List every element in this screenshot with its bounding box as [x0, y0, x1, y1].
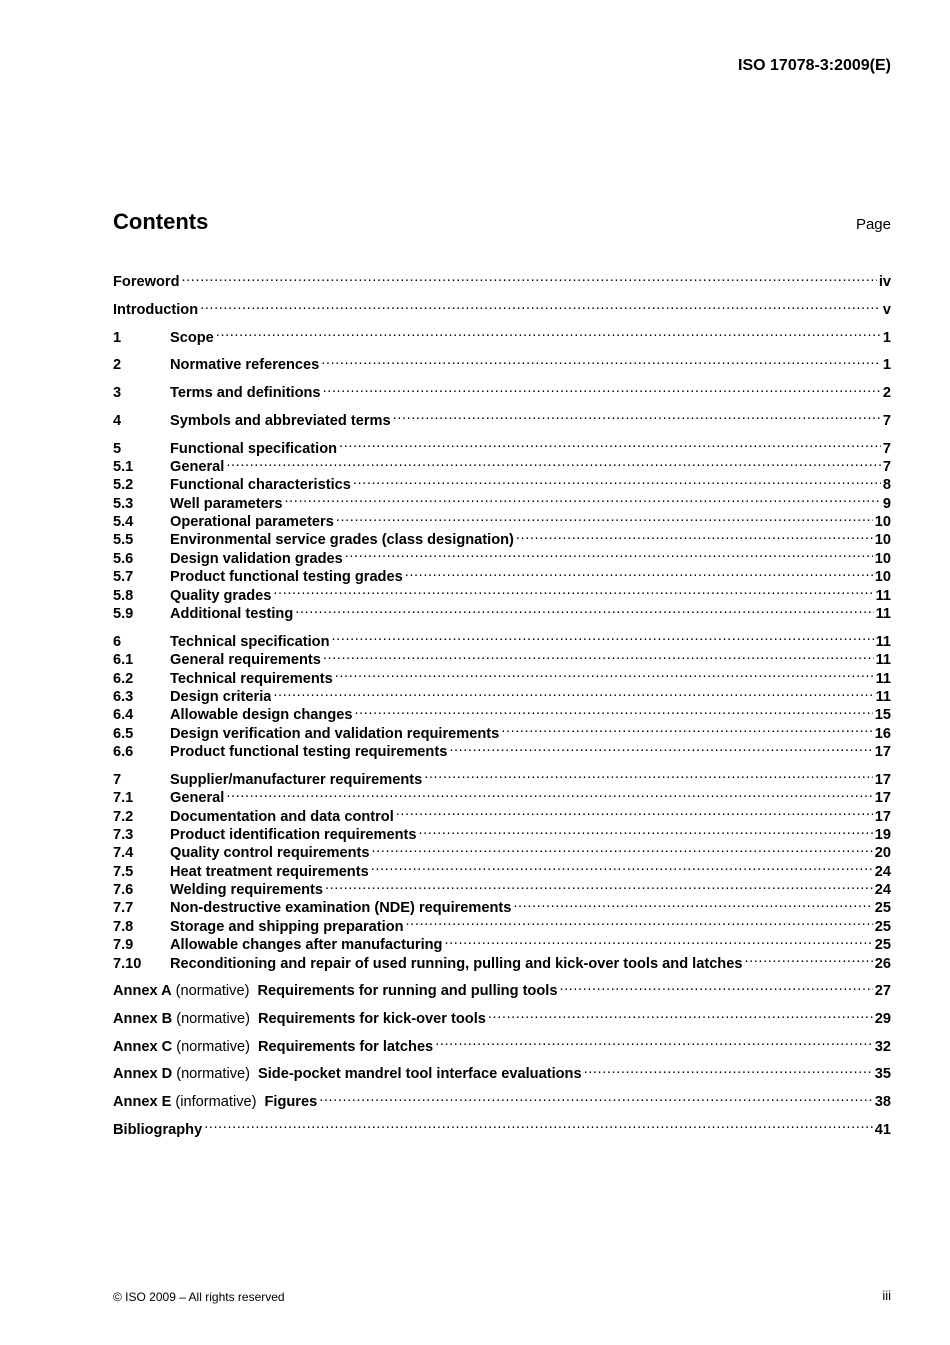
page-column-label: Page: [855, 216, 891, 233]
toc-entry-title: Quality grades: [170, 587, 272, 604]
toc-entry[interactable]: [113, 765, 891, 788]
dot-leader: [444, 931, 872, 949]
document-id: ISO 17078-3:2009(E): [738, 57, 891, 74]
dot-leader: [406, 912, 873, 930]
toc-entry-title: Foreword: [113, 274, 180, 291]
toc-entry[interactable]: [113, 627, 891, 650]
toc-bibliography-entry[interactable]: [113, 1115, 891, 1138]
toc-entry-title: Scope: [170, 329, 214, 346]
dot-leader: [321, 351, 881, 369]
toc-entry-title: General: [170, 458, 225, 475]
toc-entry-page: 25: [874, 900, 891, 917]
dot-leader: [393, 406, 881, 424]
toc-annex-entry[interactable]: [113, 1088, 891, 1111]
dot-leader: [371, 857, 873, 875]
toc-entry-title: Documentation and data control: [170, 808, 394, 825]
toc-entry-title: Product functional testing grades: [170, 569, 403, 586]
toc-entry-title: Design validation grades: [170, 550, 343, 567]
toc-entry-title: Functional characteristics: [170, 477, 351, 494]
toc-entry-number: 7: [113, 771, 122, 788]
dot-leader: [516, 526, 873, 544]
toc-entry-number: 5.4: [113, 514, 134, 531]
dot-leader: [405, 563, 873, 581]
toc-entry-page: 17: [874, 771, 891, 788]
toc-entry-page: iv: [878, 274, 891, 291]
annex-type: (normative): [175, 983, 250, 1000]
toc-entry-number: 7.6: [113, 882, 134, 899]
dot-leader: [744, 949, 872, 967]
annex-page: 38: [874, 1094, 891, 1111]
dot-leader: [372, 839, 873, 857]
dot-leader: [424, 765, 873, 783]
toc-entry[interactable]: [113, 379, 891, 402]
annex-title: Requirements for running and pulling tools: [257, 983, 558, 1000]
toc-entry-number: 7.4: [113, 845, 134, 862]
page-number: iii: [882, 1288, 891, 1303]
annex-title: Side-pocket mandrel tool interface evaluations: [258, 1066, 582, 1083]
toc-entry-number: 5.7: [113, 569, 134, 586]
toc-entry-page: 10: [874, 569, 891, 586]
dot-leader: [396, 802, 873, 820]
toc-entry-number: 7.2: [113, 808, 134, 825]
bibliography-title: Bibliography: [113, 1121, 203, 1138]
toc-entry-number: 6.4: [113, 707, 134, 724]
dot-leader: [332, 627, 874, 645]
dot-leader: [273, 581, 873, 599]
toc-entry-title: Heat treatment requirements: [170, 863, 369, 880]
toc-entry-number: 6: [113, 633, 122, 650]
dot-leader: [319, 1088, 873, 1106]
toc-entry-title: Design verification and validation requirements: [170, 725, 500, 742]
toc-entry-page: v: [882, 302, 891, 319]
bibliography-page: 41: [874, 1121, 891, 1138]
dot-leader: [513, 894, 872, 912]
dot-leader: [200, 296, 881, 314]
annex-type: (normative): [176, 1038, 250, 1055]
toc-entry[interactable]: [113, 406, 891, 429]
toc-entry-page: 25: [874, 918, 891, 935]
toc-entry-page: 10: [874, 532, 891, 549]
table-of-contents: [113, 268, 891, 1138]
annex-type: (informative): [175, 1094, 257, 1111]
toc-entry-number: 4: [113, 412, 122, 429]
toc-entry-title: Symbols and abbreviated terms: [170, 412, 391, 429]
toc-entry[interactable]: [113, 434, 891, 457]
toc-entry-title: Welding requirements: [170, 882, 323, 899]
annex-label: Annex C: [113, 1038, 173, 1055]
toc-entry-page: 1: [882, 329, 891, 346]
toc-entry-number: 5: [113, 440, 122, 457]
dot-leader: [204, 1115, 873, 1133]
toc-entry-page: 10: [874, 550, 891, 567]
toc-annex-entry[interactable]: [113, 1005, 891, 1028]
toc-entry-title: Quality control requirements: [170, 845, 370, 862]
toc-entry[interactable]: [113, 323, 891, 346]
toc-entry-number: 1: [113, 329, 122, 346]
toc-entry-page: 10: [874, 514, 891, 531]
toc-entry-title: Allowable changes after manufacturing: [170, 937, 443, 954]
dot-leader: [216, 323, 881, 341]
toc-entry-number: 7.3: [113, 826, 134, 843]
toc-entry-page: 8: [882, 477, 891, 494]
toc-entry-page: 17: [874, 744, 891, 761]
toc-entry-title: Technical requirements: [170, 670, 333, 687]
toc-entry[interactable]: [113, 268, 891, 291]
toc-entry-page: 1: [882, 357, 891, 374]
dot-leader: [345, 544, 873, 562]
annex-page: 32: [874, 1038, 891, 1055]
toc-entry-title: Reconditioning and repair of used running, pulling and kick-over tools and latches: [170, 955, 743, 972]
annex-label: Annex E: [113, 1094, 172, 1111]
toc-entry-title: Environmental service grades (class designation): [170, 532, 514, 549]
toc-entry[interactable]: [113, 351, 891, 374]
toc-entry-page: 15: [874, 707, 891, 724]
dot-leader: [435, 1032, 873, 1050]
toc-entry-page: 17: [874, 790, 891, 807]
dot-leader: [339, 434, 881, 452]
annex-title: Requirements for latches: [258, 1038, 434, 1055]
toc-entry-number: 7.8: [113, 918, 134, 935]
dot-leader: [488, 1005, 873, 1023]
toc-entry-page: 7: [882, 412, 891, 429]
toc-entry-number: 7.5: [113, 863, 134, 880]
toc-entry-title: Additional testing: [170, 606, 294, 623]
toc-entry-title: Product identification requirements: [170, 826, 417, 843]
toc-entry-number: 7.10: [113, 955, 142, 972]
toc-entry-number: 7.9: [113, 937, 134, 954]
toc-entry-number: 5.8: [113, 587, 134, 604]
toc-entry-title: Operational parameters: [170, 514, 334, 531]
dot-leader: [354, 701, 872, 719]
toc-entry-page: 26: [874, 955, 891, 972]
copyright-notice: © ISO 2009 – All rights reserved: [113, 1290, 285, 1304]
dot-leader: [226, 784, 872, 802]
toc-entry-number: 6.3: [113, 688, 134, 705]
toc-entry-page: 24: [874, 863, 891, 880]
toc-entry-page: 11: [875, 587, 891, 604]
toc-entry-number: 3: [113, 385, 122, 402]
annex-type: (normative): [176, 1011, 250, 1028]
annex-label: Annex D: [113, 1066, 173, 1083]
toc-entry-title: Normative references: [170, 357, 320, 374]
dot-leader: [226, 453, 881, 471]
toc-entry-page: 11: [875, 670, 891, 687]
toc-entry-title: Supplier/manufacturer requirements: [170, 771, 423, 788]
dot-leader: [323, 379, 881, 397]
toc-entry-page: 25: [874, 937, 891, 954]
annex-type: (normative): [176, 1066, 250, 1083]
annex-page: 27: [874, 983, 891, 1000]
toc-entry-title: Storage and shipping preparation: [170, 918, 404, 935]
contents-heading: Contents: [113, 209, 209, 234]
toc-entry-page: 24: [874, 882, 891, 899]
toc-entry-title: Design criteria: [170, 688, 272, 705]
toc-entry-number: 5.2: [113, 477, 134, 494]
toc-annex-entry[interactable]: [113, 1060, 891, 1083]
toc-entry[interactable]: [113, 802, 891, 825]
toc-entry[interactable]: [113, 296, 891, 319]
toc-entry-page: 20: [874, 845, 891, 862]
toc-entry[interactable]: [113, 784, 891, 807]
toc-entry-number: 5.5: [113, 532, 134, 549]
toc-entry-page: 7: [882, 440, 891, 457]
toc-entry-page: 11: [875, 688, 891, 705]
dot-leader: [323, 646, 874, 664]
toc-annex-entry[interactable]: [113, 977, 891, 1000]
toc-entry-title: General: [170, 790, 225, 807]
annex-page: 29: [874, 1011, 891, 1028]
toc-entry-page: 17: [874, 808, 891, 825]
toc-entry-page: 11: [875, 652, 891, 669]
dot-leader: [501, 719, 873, 737]
toc-entry-page: 9: [882, 495, 891, 512]
annex-title: Figures: [264, 1094, 318, 1111]
toc-entry[interactable]: [113, 471, 891, 494]
toc-entry-page: 11: [875, 633, 891, 650]
dot-leader: [325, 876, 873, 894]
toc-entry-number: 7.7: [113, 900, 134, 917]
toc-entry-title: Introduction: [113, 302, 199, 319]
dot-leader: [584, 1060, 873, 1078]
dot-leader: [419, 821, 873, 839]
dot-leader: [353, 471, 881, 489]
toc-annex-entry[interactable]: [113, 1032, 891, 1055]
toc-entry-title: Functional specification: [170, 440, 338, 457]
toc-entry-page: 19: [874, 826, 891, 843]
toc-entry[interactable]: [113, 453, 891, 475]
toc-entry-number: 6.1: [113, 652, 134, 669]
annex-title: Requirements for kick-over tools: [258, 1011, 486, 1028]
dot-leader: [559, 977, 872, 995]
dot-leader: [335, 664, 874, 682]
toc-entry-title: Non-destructive examination (NDE) requirements: [170, 900, 512, 917]
toc-entry-title: Allowable design changes: [170, 707, 353, 724]
toc-entry-title: Well parameters: [170, 495, 283, 512]
dot-leader: [336, 508, 873, 526]
toc-entry-title: General requirements: [170, 652, 321, 669]
toc-entry-page: 16: [874, 725, 891, 742]
toc-entry-number: 6.2: [113, 670, 134, 687]
annex-label: Annex B: [113, 1011, 173, 1028]
toc-entry-number: 5.6: [113, 550, 134, 567]
annex-label: Annex A: [113, 983, 172, 1000]
toc-entry-number: 2: [113, 357, 122, 374]
toc-entry-title: Technical specification: [170, 633, 330, 650]
dot-leader: [181, 268, 876, 286]
dot-leader: [284, 489, 880, 507]
toc-entry-title: Product functional testing requirements: [170, 744, 448, 761]
toc-entry-number: 7.1: [113, 790, 134, 807]
toc-entry-page: 11: [875, 606, 891, 623]
dot-leader: [295, 600, 873, 618]
toc-entry-number: 5.9: [113, 606, 134, 623]
dot-leader: [273, 683, 873, 701]
toc-entry-number: 6.5: [113, 725, 134, 742]
annex-page: 35: [874, 1066, 891, 1083]
toc-entry-number: 6.6: [113, 744, 134, 761]
dot-leader: [449, 738, 872, 756]
toc-entry-number: 5.3: [113, 495, 134, 512]
toc-entry-number: 5.1: [113, 458, 134, 475]
toc-entry-page: 2: [882, 385, 891, 402]
toc-entry-page: 7: [882, 458, 891, 475]
toc-entry-title: Terms and definitions: [170, 385, 321, 402]
